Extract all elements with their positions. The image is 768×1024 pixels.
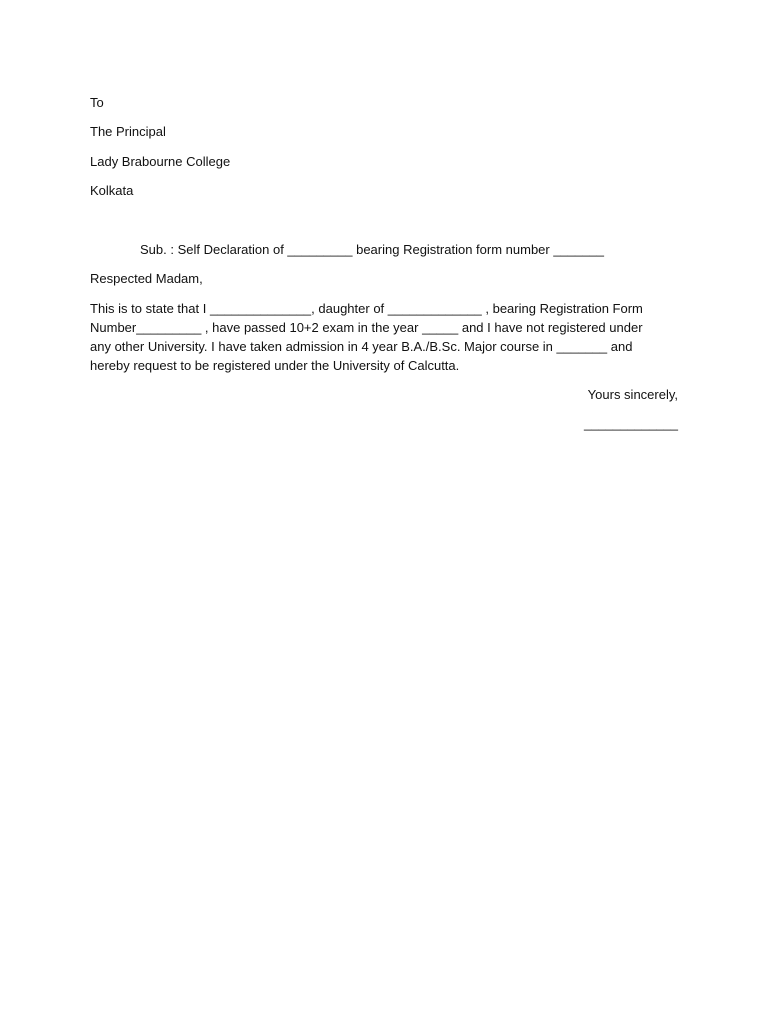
body-line: This is to state that I ______________, daughter of _____________ , bearing Registration Form	[90, 301, 643, 316]
body-line: hereby request to be registered under the University of Calcutta.	[90, 358, 460, 373]
body-line: Number_________ , have passed 10+2 exam in the year _____ and I have not registered under	[90, 320, 643, 335]
body-line: any other University. I have taken admission in 4 year B.A./B.Sc. Major course in _______ and	[90, 339, 633, 354]
recipient-city: Kolkata	[90, 183, 134, 198]
address-to: To	[90, 95, 104, 110]
salutation: Respected Madam,	[90, 271, 203, 286]
recipient-organization: Lady Brabourne College	[90, 154, 231, 169]
body-paragraph	[90, 299, 680, 375]
closing: Yours sincerely,	[587, 387, 678, 402]
subject-line: Sub. : Self Declaration of _________ bearing Registration form number _______	[140, 242, 604, 257]
recipient-title: The Principal	[90, 124, 166, 139]
signature-blank: _____________	[584, 416, 678, 431]
